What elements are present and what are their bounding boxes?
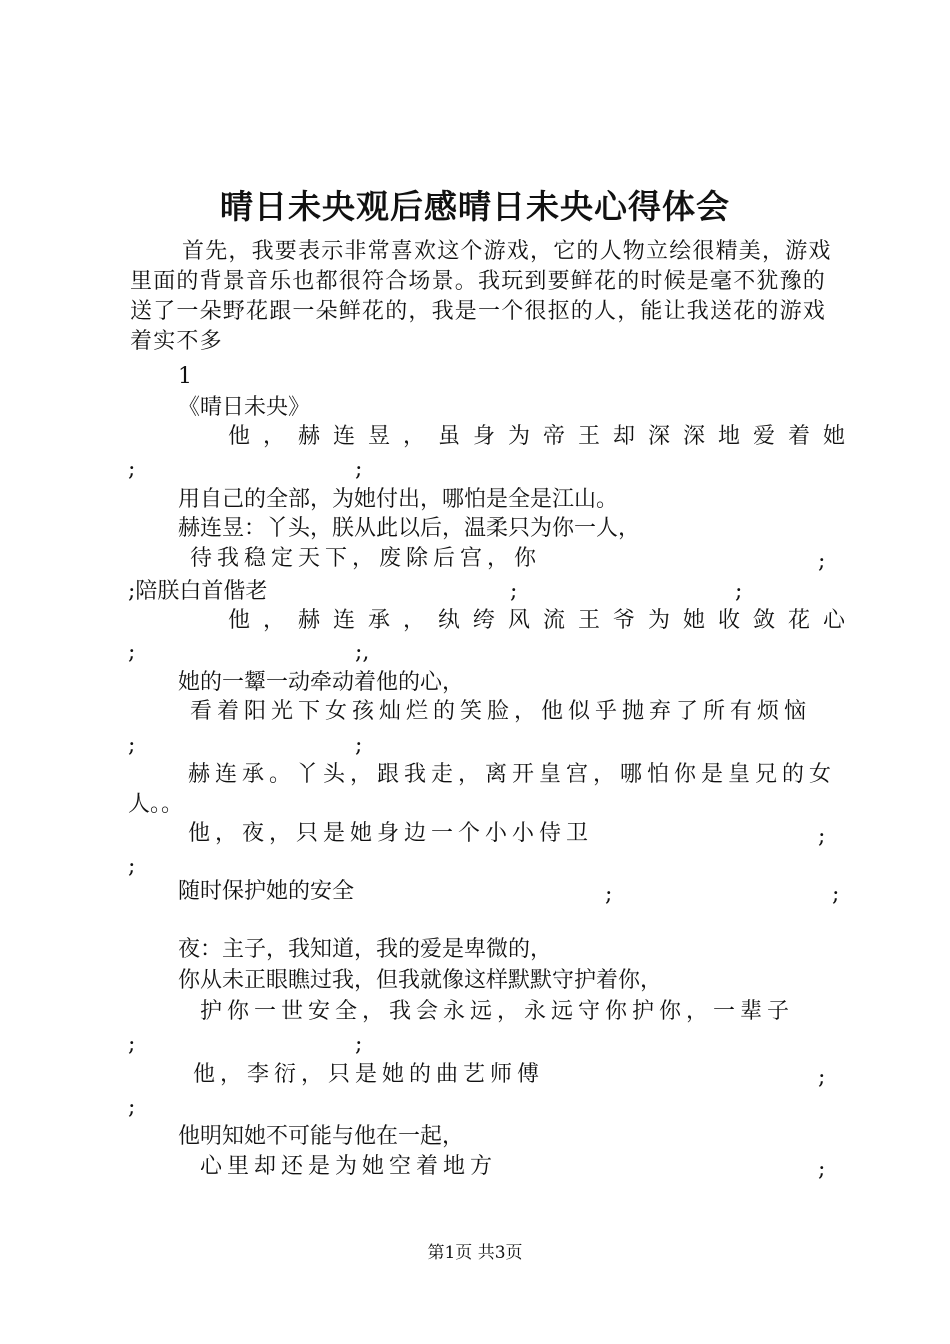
semicolon-mark: ;, <box>355 640 370 665</box>
text-line: 她的一颦一动牵动着他的心， <box>178 670 465 695</box>
semicolon-mark: ; <box>832 882 840 907</box>
semicolon-mark: ; <box>818 824 826 849</box>
semicolon-mark: ; <box>818 1065 826 1090</box>
page-footer: 第1页 共3页 <box>427 1243 523 1263</box>
text-line: 你从未正眼瞧过我，但我就像这样默默守护着你， <box>178 968 663 993</box>
intro-text: 首先，我要表示非常喜欢这个游戏，它的人物立绘很精美，游戏里面的背景音乐也都很符合场景。我玩到要鲜花的时候是毫不犹豫的送了一朵野花跟一朵鲜花的，我是一个很抠的人，能让我送花的游戏着实不多 <box>130 239 832 354</box>
text-line: 随时保护她的安全 <box>178 879 355 904</box>
work-title-line: 《晴日未央》 <box>178 395 311 420</box>
semicolon-mark: ; <box>128 640 136 665</box>
semicolon-mark: ; <box>605 882 613 907</box>
semicolon-mark: ; <box>735 579 743 604</box>
text-line: 赫连昱：丫头，朕从此以后，温柔只为你一人， <box>178 516 641 541</box>
text-line: 赫连承。丫头，跟我走，离开皇宫，哪怕你是皇兄的女 <box>188 762 837 787</box>
semicolon-mark: ; <box>818 549 826 574</box>
text-line: 夜：主子，我知道，我的爱是卑微的， <box>178 937 553 962</box>
text-line: 他明知她不可能与他在一起， <box>178 1124 465 1149</box>
text-line: 护你一世安全，我会永远，永远守你护你，一辈子 <box>200 999 795 1024</box>
intro-paragraph <box>130 237 835 357</box>
text-line: 待我稳定天下，废除后宫，你 <box>190 546 542 571</box>
semicolon-mark: ; <box>355 457 363 482</box>
semicolon-mark: ; <box>818 1157 826 1182</box>
semicolon-mark: ; <box>355 1032 363 1057</box>
document-title: 晴日未央观后感晴日未央心得体会 <box>220 187 730 226</box>
text-line: 他，赫连承，纨绔风流王爷为她收敛花心 <box>228 608 859 633</box>
text-line: 看着阳光下女孩灿烂的笑脸，他似乎抛弃了所有烦恼 <box>190 699 812 724</box>
text-line: ;陪朕白首偕老 <box>128 579 268 604</box>
semicolon-mark: ; <box>128 1095 136 1120</box>
semicolon-mark: ; <box>510 579 518 604</box>
semicolon-mark: ; <box>128 1032 136 1057</box>
semicolon-mark: ; <box>128 854 136 879</box>
semicolon-mark: ; <box>355 733 363 758</box>
text-line: 他，夜，只是她身边一个小小侍卫 <box>188 821 594 846</box>
text-line: 心里却还是为她空着地方 <box>200 1154 498 1179</box>
text-line: 他，赫连昱，虽身为帝王却深深地爱着她 <box>228 424 859 449</box>
semicolon-mark: ; <box>128 733 136 758</box>
text-line: 人。。 <box>128 792 184 817</box>
text-line: 他，李衍，只是她的曲艺师傅 <box>193 1062 545 1087</box>
text-line: 用自己的全部，为她付出，哪怕是全是江山。 <box>178 487 619 512</box>
semicolon-mark: ; <box>128 457 136 482</box>
page-number-line: 1 <box>178 364 192 389</box>
